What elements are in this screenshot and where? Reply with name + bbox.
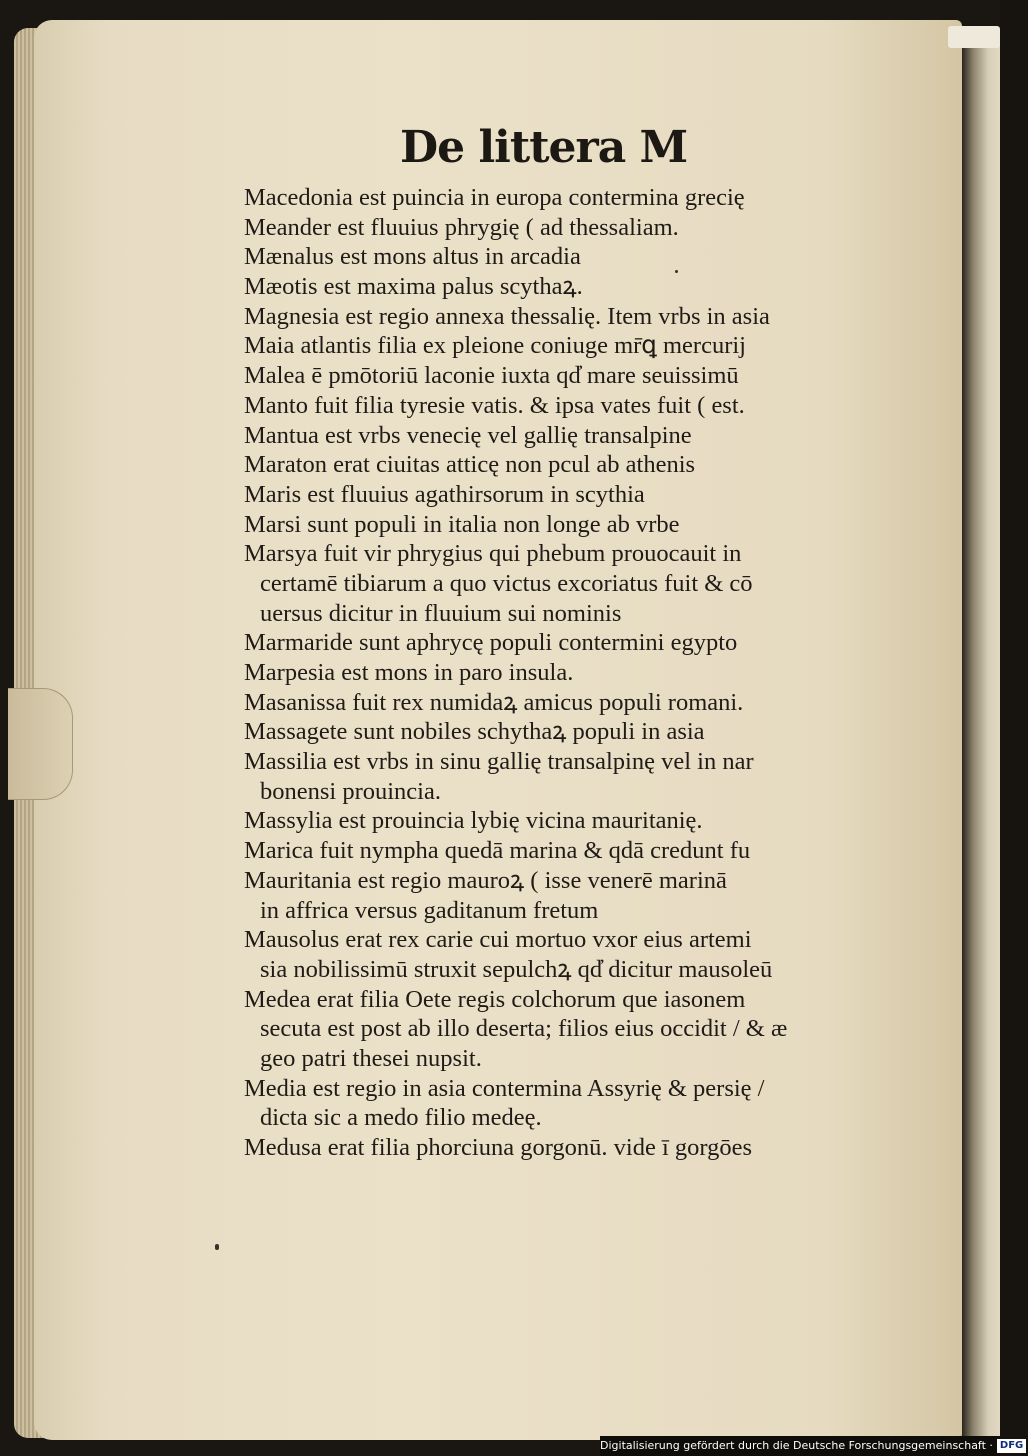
page-heading: De littera M (400, 122, 688, 173)
text-block (244, 183, 834, 1163)
text-line: Massylia est prouincia lybię vicina mauritanię. (244, 807, 703, 835)
text-line: Maia atlantis filia ex pleione coniuge mr̄ꝗ mercurij (244, 332, 746, 360)
text-line: Magnesia est regio annexa thessalię. Item vrbs in asia (244, 302, 770, 330)
text-line: Malea ē pmōtoriū laconie iuxta qd̓ mare seuissimū (244, 362, 739, 390)
text-line: Masanissa fuit rex numidaꝝ amicus populi romani. (244, 688, 744, 716)
text-line: bonensi prouincia. (260, 777, 441, 805)
text-line: Mænalus est mons altus in arcadia (244, 243, 581, 271)
text-line: Marica fuit nympha quedā marina & qdā credunt fu (244, 837, 751, 865)
text-line: Marsya fuit vir phrygius qui phebum prouocauit in (244, 540, 742, 568)
text-line: geo patri thesei nupsit. (260, 1044, 482, 1072)
text-line: Maraton erat ciuitas atticę non pcul ab athenis (244, 451, 696, 479)
text-line: Massilia est vrbs in sinu gallię transalpinę vel in nar (244, 748, 754, 776)
text-line: Media est regio in asia contermina Assyrię & persię / (244, 1074, 765, 1102)
page-stub (948, 26, 1000, 48)
text-line: dicta sic a medo filio medeę. (260, 1104, 542, 1132)
ink-spot (215, 1244, 219, 1250)
footer-credit: Digitalisierung gefördert durch die Deutsche Forschungsgemeinschaft · (600, 1439, 993, 1452)
text-line: Massagete sunt nobiles schythaꝝ populi in asia (244, 718, 705, 746)
text-line: certamē tibiarum a quo victus excoriatus fuit & cō (260, 569, 753, 597)
text-line: Marmaride sunt aphrycę populi contermini egypto (244, 629, 738, 657)
text-line: Macedonia est puincia in europa contermina grecię (244, 184, 745, 211)
text-line: Marpesia est mons in paro insula. (244, 659, 574, 686)
text-line: Mausolus erat rex carie cui mortuo vxor eius artemi (244, 926, 752, 954)
text-line: Medea erat filia Oete regis colchorum que iasonem (244, 985, 746, 1013)
dfg-logo: DFG (997, 1439, 1026, 1453)
text-line: Manto fuit filia tyresie vatis. & ipsa vates fuit ( est. (244, 391, 745, 419)
text-line: Medusa erat filia phorciuna gorgonū. vide ī gorgōes (244, 1134, 753, 1161)
facing-page-edge (962, 30, 1000, 1440)
text-line: Meander est fluuius phrygię ( ad thessaliam. (244, 213, 679, 241)
text-line: secuta est post ab illo deserta; filios eius occidit / & æ (260, 1015, 788, 1043)
text-line: Mæotis est maxima palus scythaꝝ. (244, 273, 583, 301)
text-line: Mauritania est regio mauroꝝ ( isse venerē marinā (244, 866, 727, 894)
text-line: sia nobilissimū struxit sepulchꝝ qd̓ dicitur mausoleū (260, 955, 773, 983)
text-line: Maris est fluuius agathirsorum in scythia (244, 480, 645, 508)
clasp-tab (8, 688, 73, 800)
text-line: in affrica versus gaditanum fretum (260, 896, 599, 924)
text-line: uersus dicitur in fluuium sui nominis (260, 599, 622, 627)
footer-bar (600, 1436, 1024, 1456)
text-line: Marsi sunt populi in italia non longe ab vrbe (244, 510, 680, 538)
text-line: Mantua est vrbs venecię vel gallię transalpine (244, 421, 692, 449)
